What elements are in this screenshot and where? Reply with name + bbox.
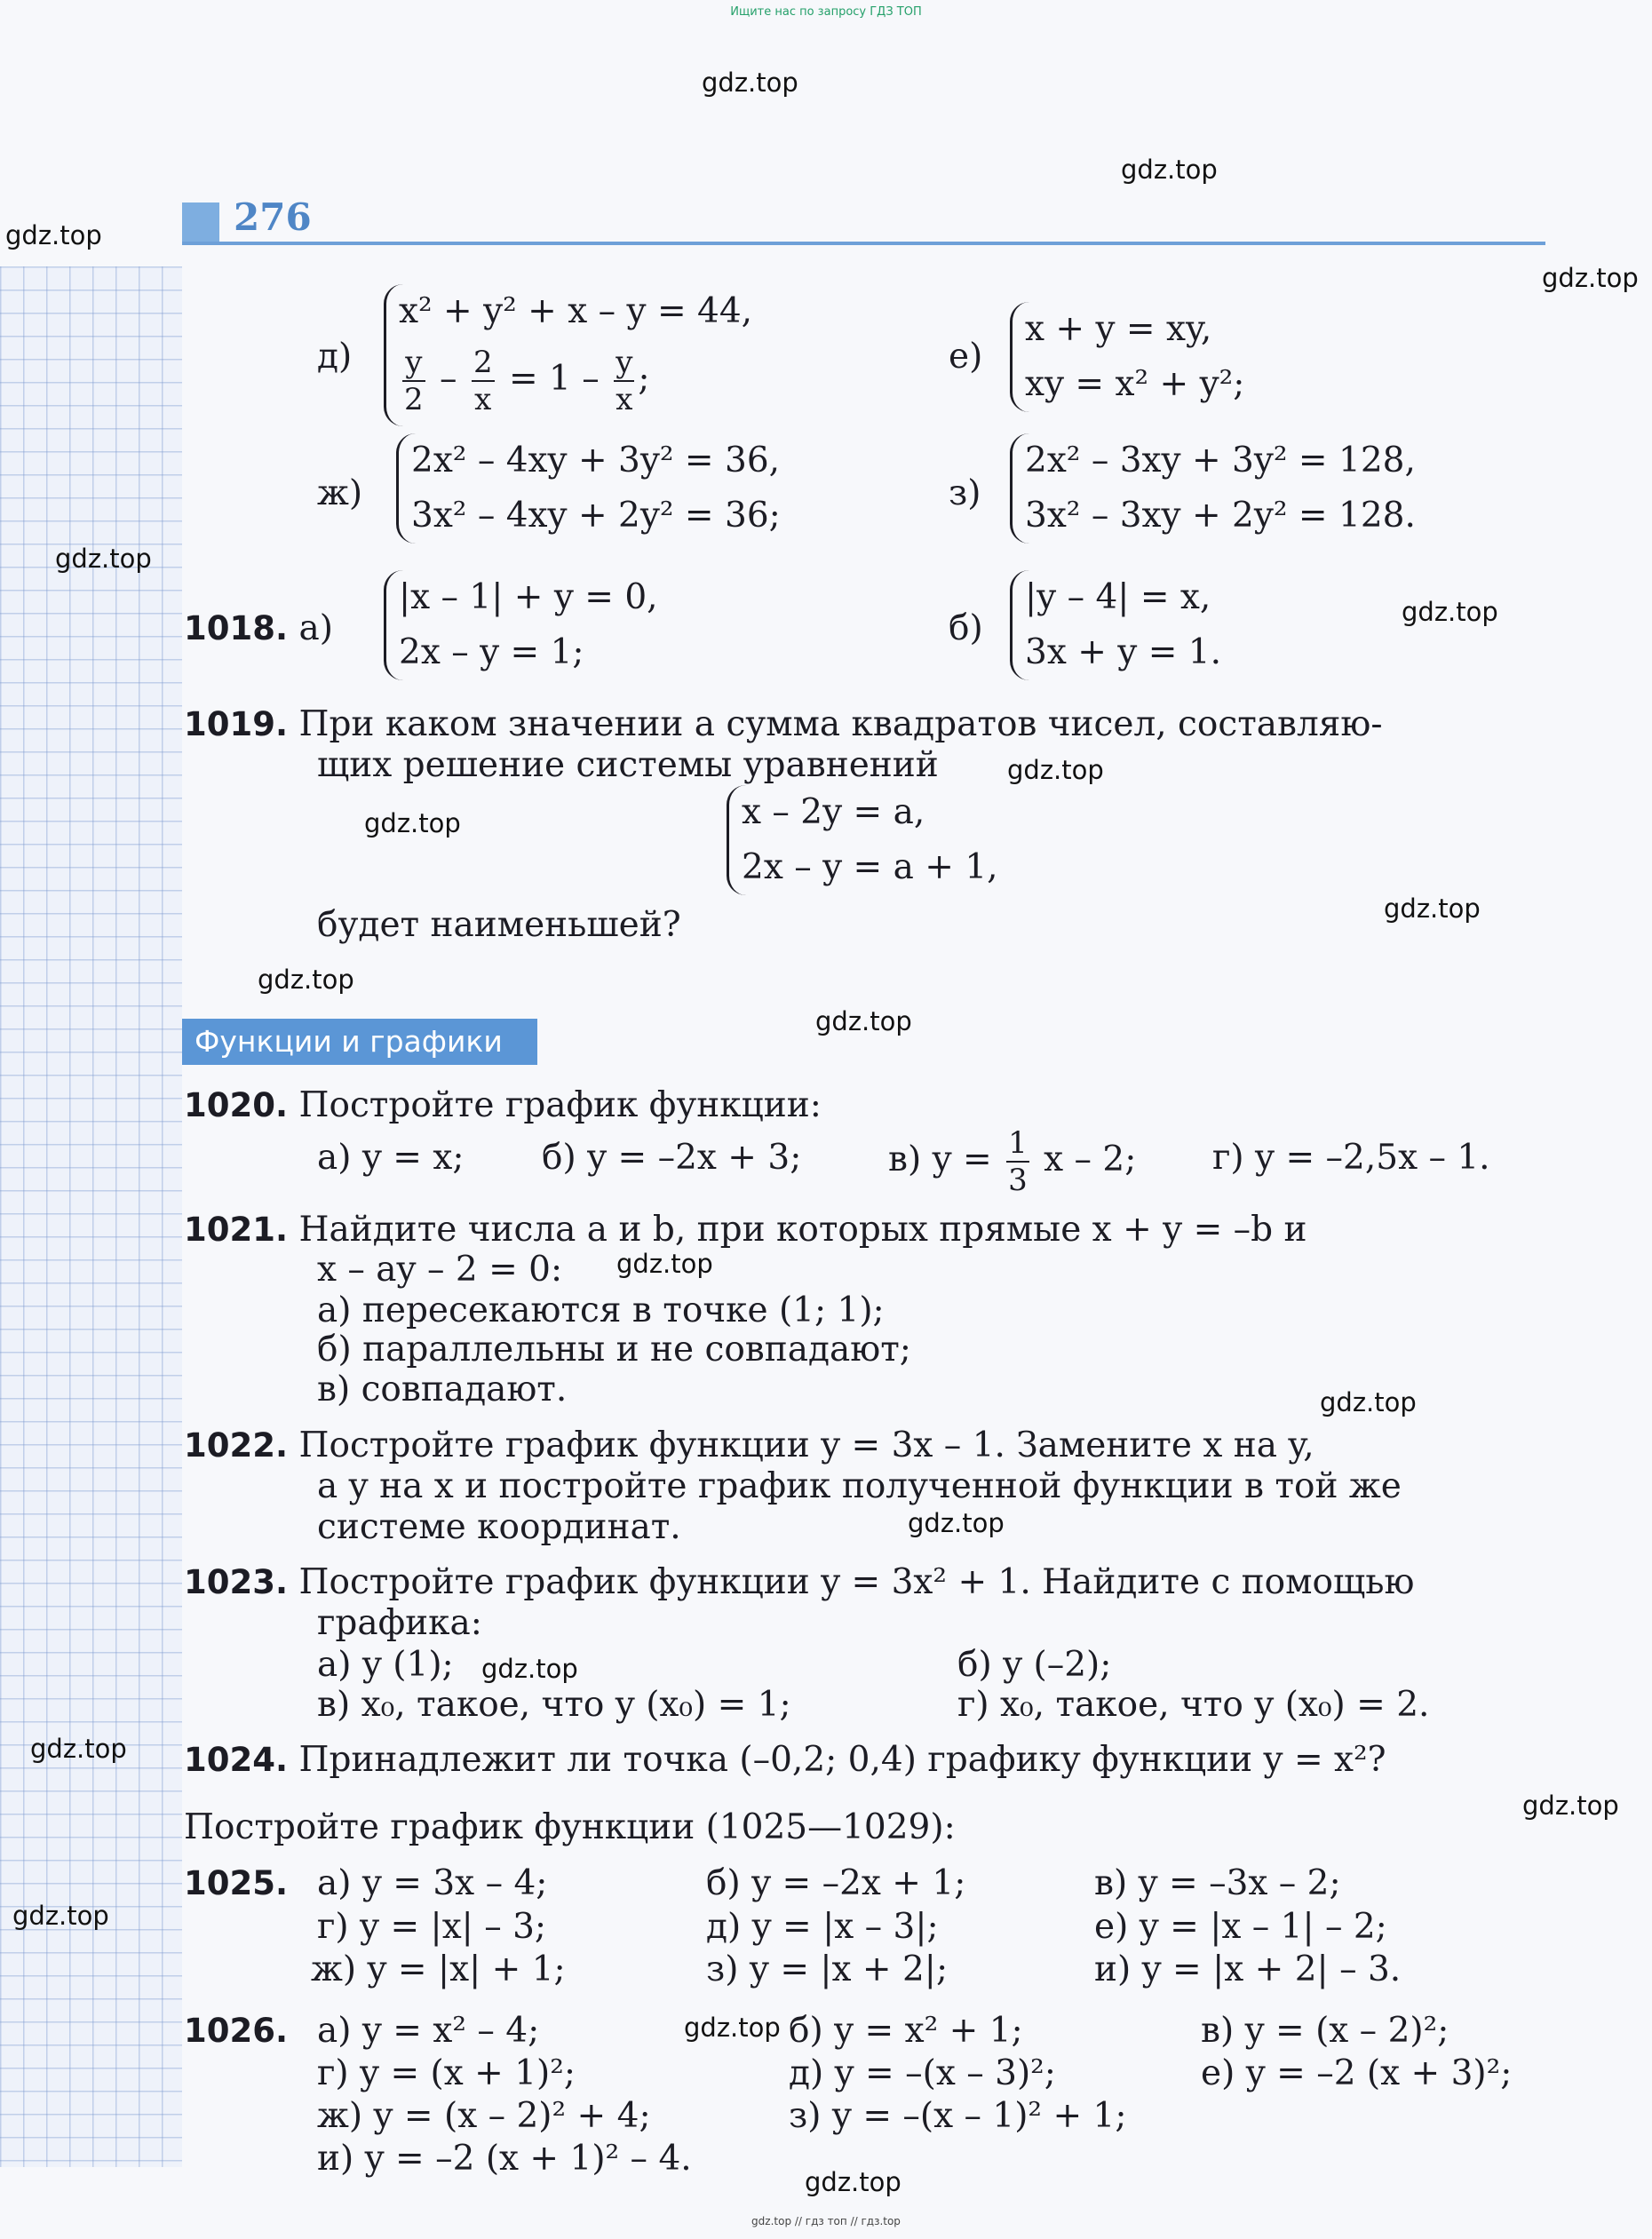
system-1018a-eq2: 2x – y = 1;: [399, 632, 584, 672]
problem-1022-line1: [184, 1425, 1314, 1465]
item-1026-d: д) y = –(x – 3)²;: [789, 2053, 1056, 2093]
page-number: 276: [234, 195, 312, 239]
watermark: gdz.top: [30, 1734, 127, 1764]
system-1019-eq1: x – 2y = a,: [742, 792, 925, 832]
intro-1025-1029: Постройте график функции (1025—1029):: [184, 1807, 956, 1847]
item-1026-z: з) y = –(x – 1)² + 1;: [789, 2096, 1127, 2136]
item-1020-a: а) y = x;: [317, 1138, 465, 1178]
item-1025-g: г) y = |x| – 3;: [317, 1907, 547, 1947]
system-d: [384, 284, 752, 426]
top-banner: Ищите нас по запросу ГДЗ ТОП: [730, 5, 922, 19]
watermark: gdz.top: [684, 2013, 781, 2043]
watermark: gdz.top: [364, 808, 461, 838]
problem-text: Принадлежит ли точка (–0,2; 0,4) графику функции y = x²?: [298, 1740, 1386, 1780]
problem-number: 1025.: [184, 1864, 289, 1902]
problem-1024: [184, 1740, 1386, 1780]
watermark: gdz.top: [1384, 893, 1481, 924]
system-1018b-eq1: |y – 4| = x,: [1025, 577, 1211, 617]
section-title: Функции и графики: [182, 1019, 537, 1065]
problem-1021-line2: x – ay – 2 = 0:: [317, 1250, 563, 1290]
header-block: [182, 202, 219, 242]
system-e-eq2: xy = x² + y²;: [1025, 364, 1245, 404]
label-a: а): [298, 608, 333, 648]
item-1025-z: з) y = |x + 2|;: [706, 1949, 949, 1989]
bottom-banner: gdz.top // гдз топ // гдз.top: [751, 2215, 901, 2227]
problem-1026-number: [184, 2013, 288, 2048]
label-d: д): [317, 337, 353, 377]
watermark: gdz.top: [1542, 263, 1639, 293]
item-1026-e: е) y = –2 (x + 3)²;: [1201, 2053, 1513, 2093]
item-1025-b: б) y = –2x + 1;: [706, 1863, 966, 1903]
system-zh: [396, 433, 781, 544]
frac-1-3: $\frac{1}{3}$: [1008, 1125, 1028, 1198]
watermark: gdz.top: [702, 67, 798, 98]
problem-number: 1020.: [184, 1086, 289, 1124]
label-zh: ж): [317, 473, 363, 513]
item-1025-e: е) y = |x – 1| – 2;: [1094, 1907, 1387, 1947]
problem-1020: [184, 1085, 822, 1125]
label-z: з): [949, 473, 981, 513]
item-1020-b: б) y = –2x + 3;: [542, 1138, 802, 1178]
frac-y-x: $\frac{y}{x}$: [616, 345, 633, 417]
item-1026-g: г) y = (x + 1)²;: [317, 2053, 576, 2093]
system-d-eq1: x² + y² + x – y = 44,: [399, 291, 753, 331]
problem-1019-line2: щих решение системы уравнений: [317, 745, 939, 785]
problem-number: 1023.: [184, 1563, 289, 1601]
problem-1022-line3: системе координат.: [317, 1507, 681, 1547]
watermark: gdz.top: [1121, 155, 1218, 185]
watermark: gdz.top: [1320, 1387, 1417, 1417]
problem-text: Постройте график функции y = 3x² + 1. Найдите с помощью: [298, 1562, 1415, 1602]
problem-text: Постройте график функции y = 3x – 1. Замените x на y,: [298, 1425, 1314, 1465]
system-z-eq2: 3x² – 3xy + 2y² = 128.: [1025, 496, 1416, 536]
system-z-eq1: 2x² – 3xy + 3y² = 128,: [1025, 441, 1416, 480]
item-1026-v: в) y = (x – 2)²;: [1201, 2011, 1449, 2051]
problem-1023-line2: графика:: [317, 1603, 482, 1643]
problem-1023-line1: [184, 1562, 1415, 1602]
item-1025-i: и) y = |x + 2| – 3.: [1094, 1949, 1402, 1989]
problem-number: 1019.: [184, 705, 289, 743]
item-1025-a: а) y = 3x – 4;: [317, 1863, 548, 1903]
item-1021-c: в) совпадают.: [317, 1370, 568, 1409]
watermark: gdz.top: [1007, 755, 1104, 785]
item-1026-a: а) y = x² – 4;: [317, 2011, 540, 2051]
item-1023-d: г) x₀, такое, что y (x₀) = 2.: [957, 1685, 1430, 1725]
item-1023-a: а) y (1);: [317, 1645, 454, 1685]
item-1023-b: б) y (–2);: [957, 1645, 1112, 1685]
label-b-1018: б): [949, 608, 983, 648]
system-zh-eq2: 3x² – 4xy + 2y² = 36;: [411, 496, 781, 536]
problem-text: Постройте график функции:: [298, 1085, 822, 1125]
system-zh-eq1: 2x² – 4xy + 3y² = 36,: [411, 441, 781, 480]
label-e: е): [949, 337, 983, 377]
item-1020-g: г) y = –2,5x – 1.: [1212, 1138, 1490, 1178]
system-e-eq1: x + y = xy,: [1025, 309, 1212, 349]
system-1019: [727, 785, 998, 895]
frac-y-2: $\frac{y}{2}$: [404, 345, 424, 417]
system-1018b: [1010, 570, 1221, 680]
system-1018a-eq1: |x – 1| + y = 0,: [399, 577, 658, 617]
problem-number: 1024.: [184, 1741, 289, 1779]
item-1020-v: в) y = $\frac{1}{3}$ x – 2;: [888, 1125, 1137, 1198]
problem-number: 1022.: [184, 1426, 289, 1465]
problem-1018: [184, 608, 333, 648]
watermark: gdz.top: [805, 2167, 901, 2197]
watermark: gdz.top: [616, 1249, 713, 1279]
item-1025-zh: ж) y = |x| + 1;: [311, 1949, 566, 1989]
watermark: gdz.top: [481, 1654, 578, 1684]
watermark: gdz.top: [1402, 597, 1498, 627]
problem-1022-line2: а y на x и постройте график полученной функции в той же: [317, 1466, 1402, 1506]
system-e: [1010, 302, 1244, 412]
item-1026-zh: ж) y = (x – 2)² + 4;: [317, 2096, 651, 2136]
watermark: gdz.top: [55, 544, 152, 574]
watermark: gdz.top: [1522, 1790, 1619, 1821]
watermark: gdz.top: [908, 1508, 1005, 1538]
problem-1019-line1: [184, 704, 1383, 744]
system-1018a: [384, 570, 658, 680]
frac-2-x: $\frac{2}{x}$: [473, 345, 493, 417]
item-1021-b: б) параллельны и не совпадают;: [317, 1330, 911, 1370]
item-1025-v: в) y = –3x – 2;: [1094, 1863, 1341, 1903]
item-1026-b: б) y = x² + 1;: [789, 2011, 1023, 2051]
problem-1021-line1: [184, 1210, 1307, 1250]
watermark: gdz.top: [258, 965, 354, 995]
problem-number: 1021.: [184, 1211, 289, 1249]
problem-number: 1018.: [184, 609, 289, 647]
item-1026-i: и) y = –2 (x + 1)² – 4.: [317, 2139, 692, 2179]
problem-text: Найдите числа a и b, при которых прямые x + y = –b и: [298, 1210, 1307, 1250]
watermark: gdz.top: [5, 220, 102, 250]
problem-1019-line3: будет наименьшей?: [317, 905, 681, 945]
system-d-eq2: $\frac{y}{2}$ – $\frac{2}{x}$ = 1 – $\frac{y}{x}$ ;: [404, 345, 650, 417]
system-1019-eq2: 2x – y = a + 1,: [742, 847, 998, 887]
watermark: gdz.top: [815, 1006, 912, 1036]
item-1025-d: д) y = |x – 3|;: [706, 1907, 939, 1947]
item-1023-c: в) x₀, такое, что y (x₀) = 1;: [317, 1685, 791, 1725]
page-header: [182, 195, 1545, 245]
watermark: gdz.top: [12, 1901, 109, 1931]
system-1018b-eq2: 3x + y = 1.: [1025, 632, 1221, 672]
system-z: [1010, 433, 1416, 544]
problem-text: При каком значении a сумма квадратов чисел, составляю-: [298, 704, 1383, 744]
item-1021-a: а) пересекаются в точке (1; 1);: [317, 1290, 885, 1330]
problem-1025-number: [184, 1866, 288, 1901]
problem-number: 1026.: [184, 2012, 289, 2050]
